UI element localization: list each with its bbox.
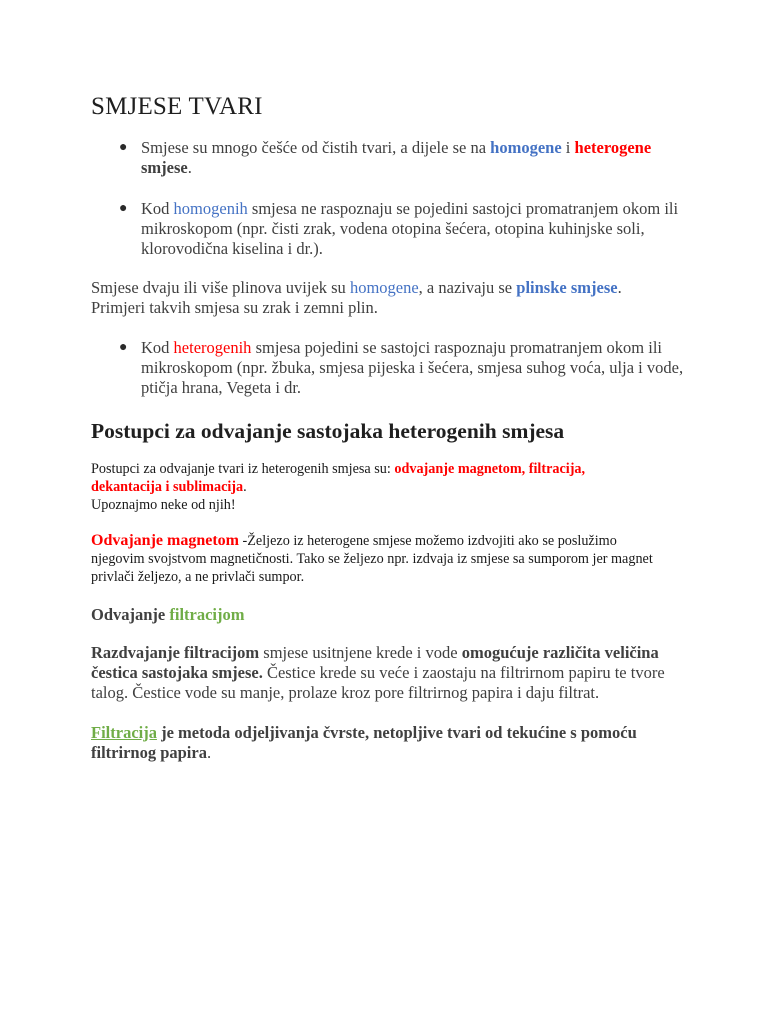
bullet-2-text-b: smjesa ne raspoznaju se pojedini sastojci promatranjem okom ili mikroskopom (npr. čisti zrak, vodena otopina šećera, otopina kuhinjske soli, klorovodična kiselina i dr.).: [141, 199, 679, 258]
term-plinske-smjese: plinske smjese: [516, 278, 618, 297]
term-filtracijom: filtracijom: [169, 605, 245, 624]
paragraph-filtration-definition: [91, 723, 671, 763]
paragraph-magnet: [91, 532, 661, 586]
term-heterogene: heterogene: [574, 138, 652, 157]
paragraph-methods-intro: [91, 460, 651, 514]
filtration-heading: [91, 605, 691, 625]
bullet-1-text-end: .: [187, 158, 192, 177]
magnet-text: -Željezo iz heterogene smjese možemo izdvojiti ako se poslužimo njegovim svojstvom magnetičnosti. Tako se željezo npr. izdvaja iz smjese sa sumporom jer magnet privlači željezo, a ne privlači sumpor.: [91, 533, 653, 585]
methods-text-a: Postupci za odvajanje tvari iz heterogenih smjesa su:: [91, 461, 395, 477]
bullet-icon: ●: [119, 340, 128, 355]
filtration-def-end: .: [206, 743, 212, 762]
term-smjese: smjese: [141, 158, 188, 177]
bullet-3-text-a: Kod: [141, 338, 174, 357]
term-homogene: homogene: [490, 138, 562, 157]
link-filtracija[interactable]: Filtracija: [91, 723, 157, 742]
gas-text-c: . Primjeri takvih smjesa su zrak i zemni plin.: [91, 278, 622, 317]
bullet-icon: ●: [119, 140, 128, 155]
paragraph-gas-mixtures: [91, 278, 651, 318]
filtration-text-a: smjese usitnjene krede i vode: [259, 643, 462, 662]
term-odvajanje-magnetom: Odvajanje magnetom: [91, 532, 239, 549]
filtration-heading-a: Odvajanje: [91, 605, 170, 624]
bullet-item-3: [119, 338, 686, 398]
filtration-def-bold: je metoda odjeljivanja čvrste, netopljive tvari od tekućine s pomoću filtrirnog papira: [91, 723, 637, 762]
section-heading: Postupci za odvajanje sastojaka heterogenih smjesa: [91, 419, 565, 443]
paragraph-filtration: [91, 643, 671, 703]
methods-text-line2: Upoznajmo neke od njih!: [91, 497, 236, 513]
gas-text-a: Smjese dvaju ili više plinova uvijek su: [91, 278, 350, 297]
bullet-1-text-b: i: [561, 138, 575, 157]
term-heterogenih: heterogenih: [173, 338, 252, 357]
bullet-icon: ●: [119, 201, 128, 216]
filtration-text-b: Čestice krede su veće i zaostaju na filtrirnom papiru te tvore talog. Čestice vode su manje, prolaze kroz pore filtrirnog papira i daju filtrat.: [91, 663, 665, 702]
bullet-2-text-a: Kod: [141, 199, 174, 218]
bullet-1-text-a: Smjese su mnogo češće od čistih tvari, a dijele se na: [141, 138, 491, 157]
page-title: SMJESE TVARI: [91, 93, 263, 120]
gas-text-b: , a nazivaju se: [418, 278, 517, 297]
bullet-item-1: [119, 138, 701, 178]
bullet-3-text-b: smjesa pojedini se sastojci raspoznaju promatranjem okom ili mikroskopom (npr. žbuka, smjesa pijeska i šećera, smjesa suhog voća, ulja i vode, ptičja hrana, Vegeta i dr.: [141, 338, 684, 397]
filtration-bold-b: omogućuje različita veličina čestica sastojaka smjese.: [91, 643, 659, 682]
term-homogene-2: homogene: [349, 278, 419, 297]
methods-text-b: .: [243, 479, 247, 495]
methods-list: odvajanje magnetom, filtracija, dekantacija i sublimacija: [91, 461, 586, 495]
filtration-bold-a: Razdvajanje filtracijom: [91, 643, 260, 662]
bullet-item-2: [119, 199, 686, 259]
term-homogenih: homogenih: [173, 199, 248, 218]
